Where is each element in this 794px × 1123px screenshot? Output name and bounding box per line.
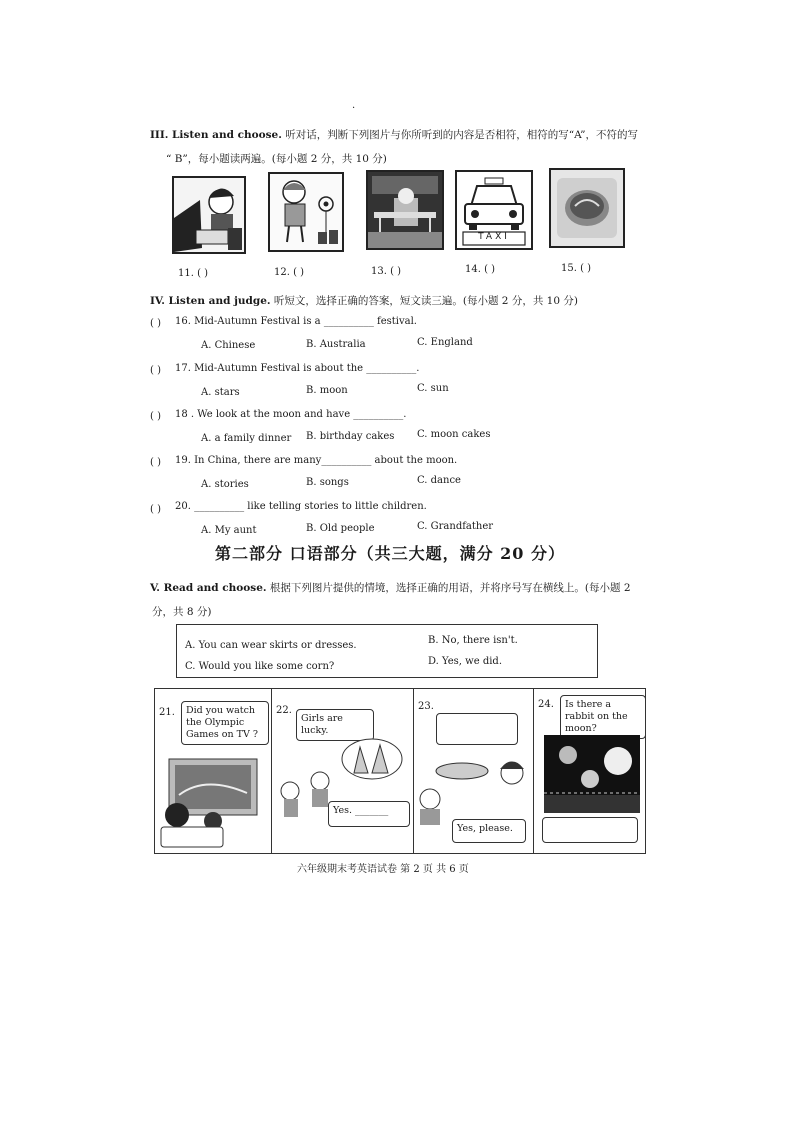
question-16: 16. Mid-Autumn Festival is a __________ festival. <box>175 316 417 327</box>
option-18-b: B. birthday cakes <box>306 431 395 442</box>
option-c: C. Would you like some corn? <box>185 661 335 672</box>
panel-23-number: 23. <box>418 701 434 712</box>
picture-boy-with-book <box>172 176 246 254</box>
sec3-instr1: 听对话，判断下列图片与你所听到的内容是否相符，相符的写“A”，不符的写 <box>285 129 638 141</box>
sec5-heading <box>150 580 631 595</box>
page-footer: 六年级期末考英语试卷 第 2 页 共 6 页 <box>297 864 469 875</box>
comic-strip <box>154 688 646 854</box>
paren-18[interactable]: ( ) <box>150 411 161 422</box>
sec5-title: V. Read and choose. <box>150 582 267 594</box>
answer-15[interactable]: 15. ( ) <box>561 263 592 274</box>
paren-20[interactable]: ( ) <box>150 504 161 515</box>
panel-23-reply-bubble: Yes, please. <box>452 819 526 843</box>
paren-16[interactable]: ( ) <box>150 318 161 329</box>
answer-13[interactable]: 13. ( ) <box>371 266 402 277</box>
picture-classroom-desk <box>366 170 444 250</box>
question-19: 19. In China, there are many__________ about the moon. <box>175 455 458 466</box>
option-a: A. You can wear skirts or dresses. <box>185 640 357 651</box>
option-19-b: B. songs <box>306 477 349 488</box>
panel-21-bubble: Did you watch the Olympic Games on TV ? <box>181 701 269 745</box>
sec4-heading <box>150 293 578 308</box>
sec4-title: IV. Listen and judge. <box>150 295 271 307</box>
panel-22 <box>271 689 414 853</box>
paren-19[interactable]: ( ) <box>150 457 161 468</box>
panel-21-number: 21. <box>159 707 175 718</box>
panel-24-bubble: Is there a rabbit on the moon? <box>560 695 646 739</box>
panel-24 <box>533 689 646 853</box>
panel-23 <box>413 689 534 853</box>
option-19-c: C. dance <box>417 475 461 486</box>
picture-moon-cake <box>549 168 625 248</box>
panel-22-bubble: Girls are lucky. <box>296 709 374 741</box>
panel-22-reply-bubble[interactable]: Yes. _______ <box>328 801 410 827</box>
answer-11[interactable]: 11. ( ) <box>178 268 209 279</box>
option-17-c: C. sun <box>417 383 449 394</box>
taxi-label: TAXI <box>478 232 510 242</box>
option-20-b: B. Old people <box>306 523 375 534</box>
option-18-c: C. moon cakes <box>417 429 491 440</box>
paren-17[interactable]: ( ) <box>150 365 161 376</box>
panel-24-answer-bubble[interactable] <box>542 817 638 843</box>
question-18: 18 . We look at the moon and have __________. <box>175 409 407 420</box>
question-20: 20. __________ like telling stories to little children. <box>175 501 427 512</box>
option-d: D. Yes, we did. <box>428 656 502 667</box>
sec3-title: III. Listen and choose. <box>150 129 282 141</box>
answer-14[interactable]: 14. ( ) <box>465 264 496 275</box>
panel-21-illustration <box>155 755 271 853</box>
option-b: B. No, there isn't. <box>428 635 518 646</box>
option-17-a: A. stars <box>201 387 240 398</box>
stray-dot: . <box>352 100 356 111</box>
panel-24-number: 24. <box>538 699 554 710</box>
sec5-instr1: 根据下列图片提供的情境，选择正确的用语，并将序号写在横线上。(每小题 2 <box>269 582 631 594</box>
question-17: 17. Mid-Autumn Festival is about the __________. <box>175 363 420 374</box>
part2-title: 第二部分 口语部分（共三大题，满分 20 分） <box>215 544 565 563</box>
sec3-instr2: “ B”，每小题读两遍。(每小题 2 分，共 10 分) <box>166 153 387 165</box>
picture-taxi <box>455 170 533 250</box>
options-box <box>176 624 598 678</box>
option-16-c: C. England <box>417 337 473 348</box>
picture-child-with-flowers <box>268 172 344 252</box>
panel-24-illustration <box>544 735 640 813</box>
panel-21 <box>155 689 271 853</box>
sec5-instr2: 分，共 8 分) <box>152 606 212 618</box>
option-18-a: A. a family dinner <box>201 433 292 444</box>
sec4-instr: 听短文，选择正确的答案，短文读三遍。(每小题 2 分，共 10 分) <box>273 295 578 307</box>
option-17-b: B. moon <box>306 385 348 396</box>
panel-23-answer-bubble[interactable] <box>436 713 518 745</box>
answer-12[interactable]: 12. ( ) <box>274 267 305 278</box>
option-20-a: A. My aunt <box>201 525 257 536</box>
option-19-a: A. stories <box>201 479 249 490</box>
panel-22-number: 22. <box>276 705 292 716</box>
sec3-heading <box>150 127 638 142</box>
panel-22-illustration <box>272 729 414 853</box>
option-16-a: A. Chinese <box>201 340 256 351</box>
option-20-c: C. Grandfather <box>417 521 494 532</box>
option-16-b: B. Australia <box>306 339 366 350</box>
